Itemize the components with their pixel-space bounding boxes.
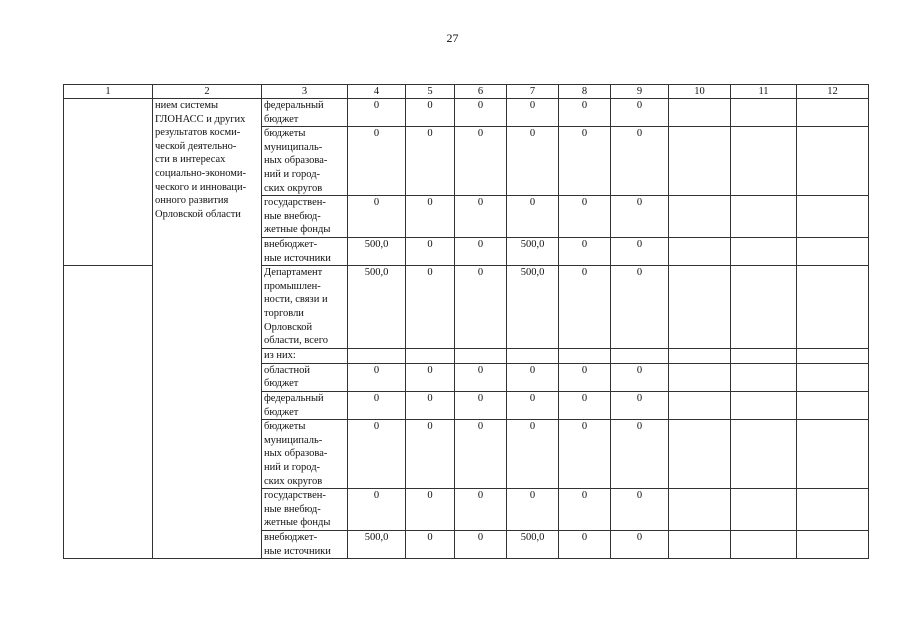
header-cell: 2 — [153, 85, 262, 99]
value-cell: 0 — [559, 420, 611, 489]
value-cell: 0 — [406, 237, 455, 265]
value-cell: 0 — [611, 99, 669, 127]
value-cell: 0 — [348, 420, 406, 489]
table-row — [64, 99, 869, 127]
value-cell: 0 — [507, 420, 559, 489]
funding-source-line: муниципаль- — [264, 141, 323, 153]
value-cell: 0 — [455, 99, 507, 127]
funding-source-line: области, всего — [264, 335, 328, 347]
funding-source-line: бюджет — [264, 113, 299, 125]
value-cell: 0 — [559, 237, 611, 265]
table-header-row — [64, 85, 869, 99]
header-cell: 8 — [559, 85, 611, 99]
value-cell: 0 — [611, 266, 669, 349]
empty-cell — [731, 363, 797, 391]
value-cell: 0 — [507, 489, 559, 531]
empty-cell — [731, 391, 797, 419]
funding-source-cell — [262, 349, 348, 364]
value-cell: 0 — [611, 530, 669, 558]
empty-cell — [669, 127, 731, 196]
header-cell: 7 — [507, 85, 559, 99]
empty-cell — [797, 530, 869, 558]
header-cell: 6 — [455, 85, 507, 99]
value-cell: 0 — [611, 391, 669, 419]
header-cell: 12 — [797, 85, 869, 99]
description-line: онного развития — [155, 195, 229, 207]
header-cell: 3 — [262, 85, 348, 99]
header-cell: 5 — [406, 85, 455, 99]
funding-source-cell — [262, 530, 348, 558]
value-cell: 0 — [559, 99, 611, 127]
value-cell: 0 — [406, 99, 455, 127]
funding-source-line: бюджеты — [264, 421, 306, 433]
description-line: Орловской области — [155, 208, 241, 220]
empty-cell — [731, 237, 797, 265]
empty-cell — [797, 196, 869, 238]
empty-cell — [797, 237, 869, 265]
value-cell: 0 — [455, 420, 507, 489]
value-cell: 0 — [455, 127, 507, 196]
funding-source-line: Департамент — [264, 267, 323, 279]
value-cell: 0 — [507, 196, 559, 238]
value-cell: 0 — [406, 196, 455, 238]
value-cell: 500,0 — [507, 266, 559, 349]
funding-source-line: ний и город- — [264, 168, 321, 180]
value-cell: 0 — [507, 99, 559, 127]
empty-cell — [797, 127, 869, 196]
value-cell: 0 — [406, 127, 455, 196]
funding-source-line: жетные фонды — [264, 517, 331, 529]
value-cell — [559, 349, 611, 364]
value-cell: 0 — [406, 420, 455, 489]
funding-source-line: бюджет — [264, 406, 299, 418]
program-number-cell — [64, 99, 153, 266]
value-cell: 0 — [348, 196, 406, 238]
description-line: нием системы — [155, 100, 219, 111]
value-cell: 0 — [507, 363, 559, 391]
value-cell: 0 — [406, 266, 455, 349]
value-cell: 0 — [559, 363, 611, 391]
value-cell — [611, 349, 669, 364]
budget-table — [63, 84, 869, 559]
funding-source-line: ные внебюд- — [264, 503, 321, 515]
funding-source-line: бюджет — [264, 378, 299, 390]
value-cell: 0 — [406, 391, 455, 419]
funding-source-cell — [262, 237, 348, 265]
empty-cell — [669, 237, 731, 265]
value-cell: 0 — [559, 127, 611, 196]
value-cell: 0 — [406, 363, 455, 391]
value-cell: 0 — [611, 127, 669, 196]
funding-source-line: из них: — [264, 350, 296, 362]
funding-source-line: ских округов — [264, 182, 323, 194]
program-number-cell — [64, 266, 153, 559]
funding-source-cell — [262, 127, 348, 196]
value-cell: 0 — [559, 196, 611, 238]
funding-source-line: государствен- — [264, 197, 326, 209]
empty-cell — [797, 266, 869, 349]
empty-cell — [731, 530, 797, 558]
header-cell: 9 — [611, 85, 669, 99]
value-cell: 0 — [611, 363, 669, 391]
value-cell: 0 — [348, 99, 406, 127]
value-cell: 0 — [559, 489, 611, 531]
empty-cell — [731, 349, 797, 364]
empty-cell — [797, 391, 869, 419]
description-line: социально-экономи- — [155, 167, 247, 179]
value-cell: 0 — [559, 530, 611, 558]
value-cell — [348, 349, 406, 364]
description-line: ГЛОНАСС и других — [155, 113, 246, 125]
funding-source-line: федеральный — [264, 100, 324, 111]
value-cell: 0 — [348, 363, 406, 391]
value-cell: 0 — [559, 266, 611, 349]
description-line: сти в интересах — [155, 154, 226, 166]
program-description-cell — [153, 99, 262, 559]
empty-cell — [731, 266, 797, 349]
value-cell: 0 — [455, 363, 507, 391]
value-cell: 500,0 — [348, 237, 406, 265]
empty-cell — [731, 420, 797, 489]
empty-cell — [669, 99, 731, 127]
empty-cell — [731, 127, 797, 196]
value-cell: 0 — [406, 530, 455, 558]
empty-cell — [797, 363, 869, 391]
value-cell — [406, 349, 455, 364]
funding-source-line: муниципаль- — [264, 434, 323, 446]
funding-source-line: федеральный — [264, 392, 324, 404]
value-cell: 0 — [455, 489, 507, 531]
value-cell: 0 — [348, 489, 406, 531]
empty-cell — [669, 489, 731, 531]
value-cell: 500,0 — [348, 530, 406, 558]
value-cell: 0 — [455, 391, 507, 419]
funding-source-line: государствен- — [264, 490, 326, 502]
funding-source-line: промышлен- — [264, 280, 321, 292]
value-cell: 0 — [507, 127, 559, 196]
funding-source-cell — [262, 363, 348, 391]
value-cell — [455, 349, 507, 364]
empty-cell — [669, 530, 731, 558]
value-cell: 0 — [611, 237, 669, 265]
funding-source-line: ные источники — [264, 252, 331, 264]
empty-cell — [669, 349, 731, 364]
value-cell: 0 — [455, 237, 507, 265]
value-cell: 0 — [611, 196, 669, 238]
funding-source-line: областной — [264, 364, 310, 376]
description-line: результатов косми- — [155, 127, 241, 139]
value-cell: 0 — [406, 489, 455, 531]
empty-cell — [731, 99, 797, 127]
empty-cell — [669, 391, 731, 419]
value-cell: 500,0 — [507, 237, 559, 265]
header-cell: 1 — [64, 85, 153, 99]
value-cell: 0 — [611, 420, 669, 489]
value-cell: 0 — [455, 266, 507, 349]
value-cell: 500,0 — [507, 530, 559, 558]
funding-source-cell — [262, 391, 348, 419]
value-cell: 0 — [507, 391, 559, 419]
funding-source-line: внебюджет- — [264, 531, 318, 543]
empty-cell — [731, 196, 797, 238]
value-cell — [507, 349, 559, 364]
funding-source-cell — [262, 489, 348, 531]
value-cell: 0 — [611, 489, 669, 531]
empty-cell — [797, 99, 869, 127]
funding-source-line: жетные фонды — [264, 224, 331, 236]
funding-source-line: ных образова- — [264, 155, 328, 167]
funding-source-line: ные внебюд- — [264, 210, 321, 222]
funding-source-cell — [262, 99, 348, 127]
empty-cell — [797, 349, 869, 364]
header-cell: 4 — [348, 85, 406, 99]
empty-cell — [669, 196, 731, 238]
empty-cell — [669, 363, 731, 391]
funding-source-line: ний и город- — [264, 461, 321, 473]
empty-cell — [797, 489, 869, 531]
funding-source-cell — [262, 266, 348, 349]
header-cell: 11 — [731, 85, 797, 99]
description-line: ческого и инноваци- — [155, 181, 247, 193]
header-cell: 10 — [669, 85, 731, 99]
funding-source-cell — [262, 196, 348, 238]
value-cell: 0 — [348, 391, 406, 419]
value-cell: 0 — [455, 530, 507, 558]
funding-source-line: бюджеты — [264, 128, 306, 140]
funding-source-line: торговли — [264, 307, 304, 319]
empty-cell — [669, 266, 731, 349]
empty-cell — [797, 420, 869, 489]
funding-source-line: Орловской — [264, 321, 313, 333]
funding-source-line: ских округов — [264, 475, 323, 487]
funding-source-cell — [262, 420, 348, 489]
description-line: ческой деятельно- — [155, 140, 237, 152]
funding-source-line: внебюджет- — [264, 238, 318, 250]
funding-source-line: ности, связи и — [264, 294, 328, 306]
value-cell: 0 — [559, 391, 611, 419]
empty-cell — [669, 420, 731, 489]
empty-cell — [731, 489, 797, 531]
funding-source-line: ные источники — [264, 545, 331, 557]
value-cell: 0 — [348, 127, 406, 196]
funding-source-line: ных образова- — [264, 448, 328, 460]
value-cell: 0 — [455, 196, 507, 238]
value-cell: 500,0 — [348, 266, 406, 349]
page-number: 27 — [446, 31, 459, 45]
